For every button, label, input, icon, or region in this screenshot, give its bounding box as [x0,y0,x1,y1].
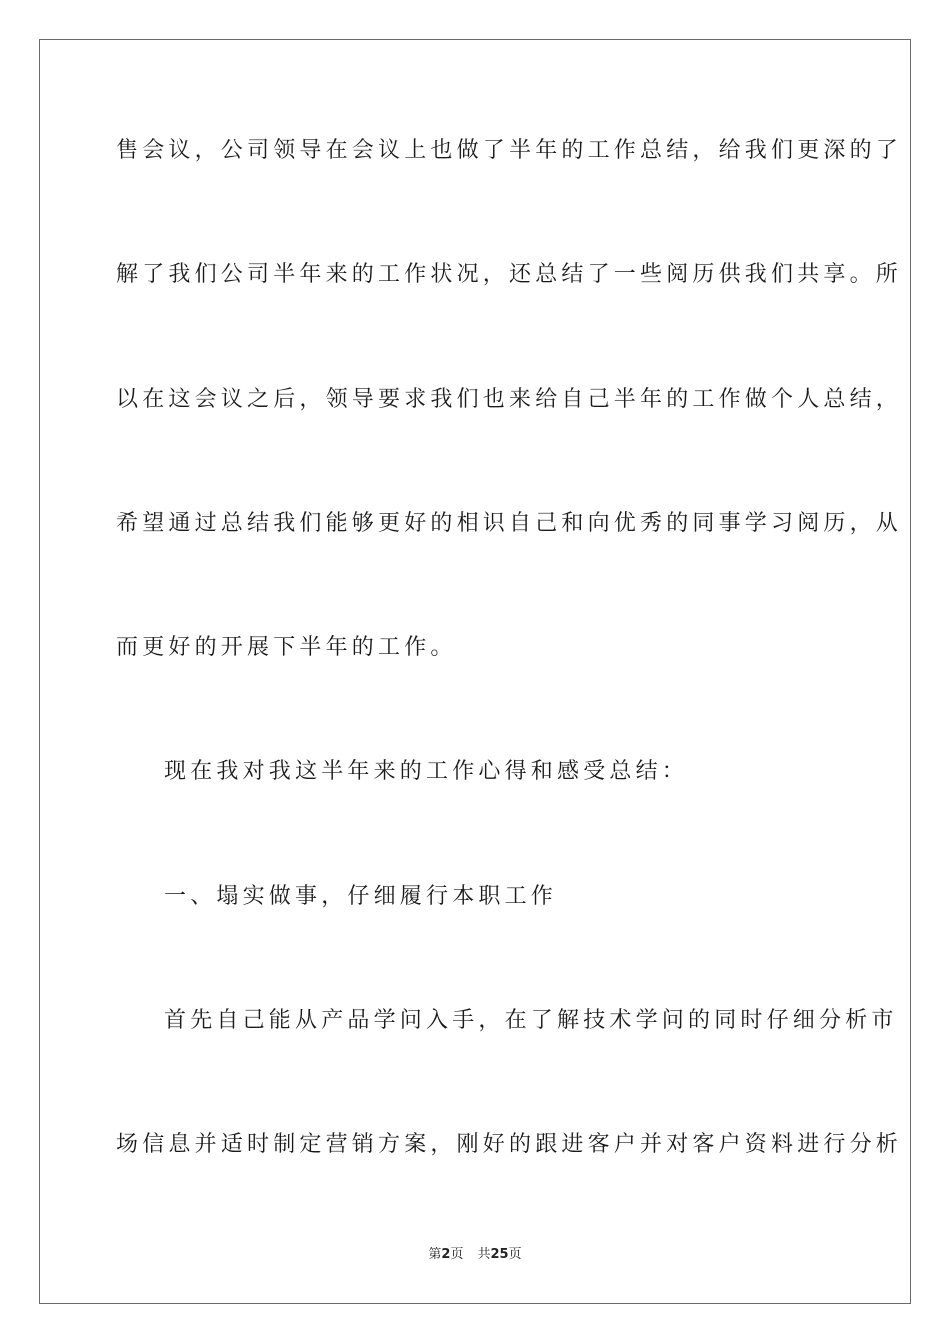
page-prefix: 第 [428,1247,442,1262]
body-text-line: 以在这会议之后，领导要求我们也来给自己半年的工作做个人总结， [116,387,903,412]
page-border [39,39,911,1304]
total-prefix: 共 [477,1247,491,1262]
body-text-line: 场信息并适时制定营销方案，刚好的跟进客户并对客户资料进行分析 [116,1132,903,1157]
body-text-line: 首先自己能从产品学问入手，在了解技术学问的同时仔细分析市 [164,1008,898,1033]
body-text-line: 而更好的开展下半年的工作。 [116,635,457,660]
page-number: 2 [441,1247,451,1262]
total-suffix: 页 [508,1247,522,1262]
body-text-line: 售会议，公司领导在会议上也做了半年的工作总结，给我们更深的了 [116,138,903,163]
body-text-line: 希望通过总结我们能够更好的相识自己和向优秀的同事学习阅历，从 [116,511,903,536]
paragraph-intro: 现在我对我这半年来的工作心得和感受总结： [164,759,689,784]
body-text-line: 解了我们公司半年来的工作状况，还总结了一些阅历供我们共享。所 [116,262,903,287]
page-suffix: 页 [450,1247,464,1262]
section-heading: 一、塌实做事，仔细履行本职工作 [164,884,558,909]
total-pages: 25 [490,1247,509,1262]
page-footer [0,1246,950,1264]
